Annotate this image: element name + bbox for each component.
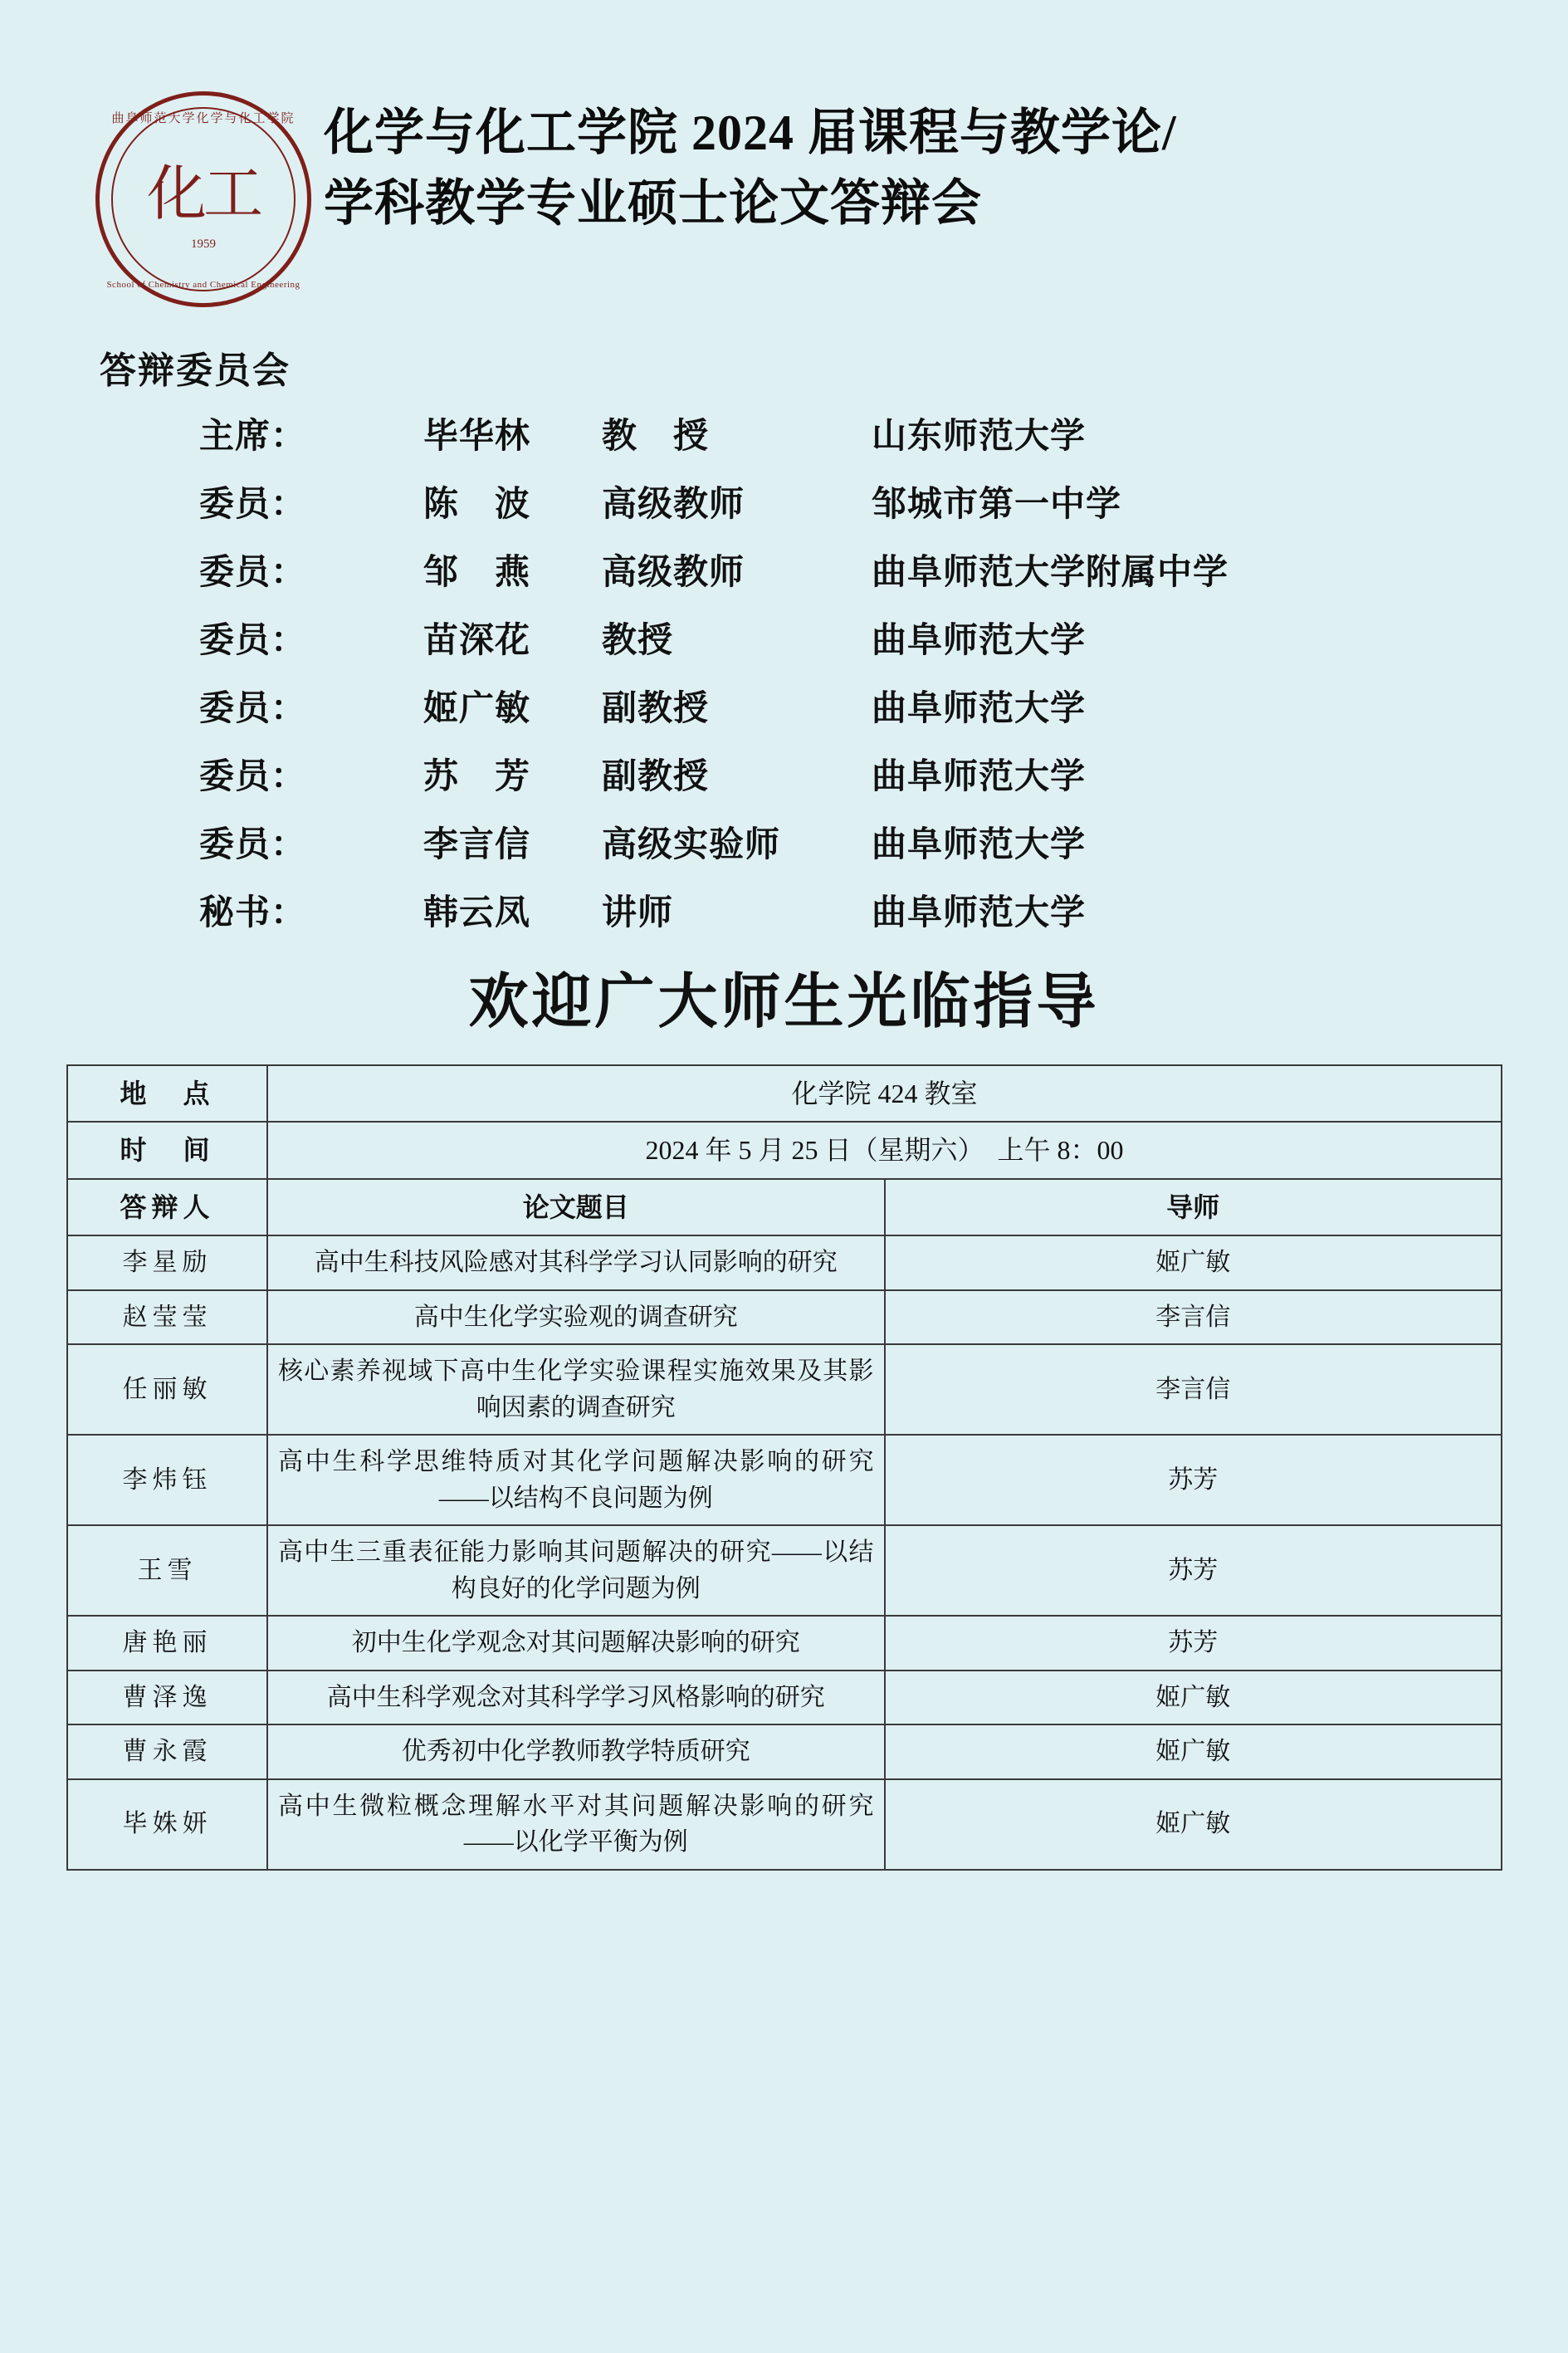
thesis-title: 高中生科学观念对其科学学习风格影响的研究: [267, 1671, 885, 1725]
member-role: 委员：: [199, 554, 307, 592]
seal-top-text: 曲阜师范大学化学与化工学院: [111, 112, 296, 125]
column-header-thesis: 论文题目: [267, 1179, 885, 1235]
member-name: 毕华林: [423, 418, 531, 456]
presenter-name: 王雪: [67, 1525, 267, 1616]
member-role: 委员：: [199, 622, 307, 660]
committee-member-row: [199, 545, 1502, 594]
column-header-advisor: 导师: [885, 1179, 1502, 1235]
presenter-name: 李星励: [67, 1235, 267, 1290]
thesis-title: 高中生科技风险感对其科学学习认同影响的研究: [267, 1235, 885, 1290]
presenter-name: 曹永霞: [67, 1724, 267, 1779]
member-org: 山东师范大学: [872, 418, 1087, 456]
welcome-banner: 欢迎广大师生光临指导: [468, 969, 1100, 1035]
member-org: 曲阜师范大学附属中学: [872, 554, 1229, 592]
presenter-name: 唐艳丽: [67, 1616, 267, 1671]
committee-list: [199, 408, 1502, 935]
member-title: 高级实验师: [602, 826, 781, 864]
advisor-name: 苏芳: [885, 1525, 1502, 1616]
poster-header: [66, 0, 1502, 307]
committee-member-row: [199, 408, 1502, 458]
title-line-1: 化学与化工学院 2024 届课程与教学论/: [324, 105, 1177, 160]
thesis-title: 高中生化学实验观的调查研究: [267, 1290, 885, 1345]
advisor-name: 苏芳: [885, 1616, 1502, 1671]
committee-member-row: [199, 749, 1502, 799]
advisor-name: 姬广敏: [885, 1235, 1502, 1290]
time-value: 2024 年 5 月 25 日（星期六） 上午 8：00: [267, 1122, 1502, 1178]
place-label: 地 点: [67, 1065, 267, 1122]
advisor-name: 李言信: [885, 1290, 1502, 1345]
presenter-name: 李炜钰: [67, 1435, 267, 1525]
table-row: [67, 1235, 1502, 1290]
member-title: 副教授: [602, 690, 710, 728]
member-role: 主席：: [199, 418, 307, 456]
table-row: [67, 1779, 1502, 1870]
member-role: 委员：: [199, 690, 307, 728]
member-name: 李言信: [423, 826, 531, 864]
table-header-row: [67, 1179, 1502, 1235]
member-title: 教 授: [602, 418, 710, 456]
member-name: 陈 波: [423, 486, 531, 524]
seal-year-text: 1959: [191, 237, 216, 251]
poster-title: [324, 83, 1502, 237]
title-line-2: 学科教学专业硕士论文答辩会: [324, 176, 982, 231]
member-name: 韩云凤: [423, 894, 531, 932]
university-logo: [83, 83, 324, 307]
member-org: 曲阜师范大学: [872, 622, 1087, 660]
member-title: 副教授: [602, 758, 710, 796]
member-name: 苏 芳: [423, 758, 531, 796]
member-title: 教授: [602, 622, 674, 660]
committee-member-row: [199, 885, 1502, 935]
table-row-place: [67, 1065, 1502, 1122]
thesis-title: 高中生微粒概念理解水平对其问题解决影响的研究——以化学平衡为例: [267, 1779, 885, 1870]
table-row: [67, 1724, 1502, 1779]
advisor-name: 姬广敏: [885, 1779, 1502, 1870]
member-role: 委员：: [199, 826, 307, 864]
table-row: [67, 1344, 1502, 1435]
seal-icon: [95, 91, 311, 307]
committee-member-row: [199, 681, 1502, 731]
member-title: 高级教师: [602, 554, 745, 592]
presenter-name: 毕姝妍: [67, 1779, 267, 1870]
table-row: [67, 1525, 1502, 1616]
committee-member-row: [199, 477, 1502, 526]
member-title: 讲师: [602, 894, 674, 932]
committee-member-row: [199, 613, 1502, 663]
member-role: 委员：: [199, 486, 307, 524]
member-name: 姬广敏: [423, 690, 531, 728]
thesis-title: 初中生化学观念对其问题解决影响的研究: [267, 1616, 885, 1671]
member-title: 高级教师: [602, 486, 745, 524]
member-role: 秘书：: [199, 894, 307, 932]
presenter-name: 曹泽逸: [67, 1671, 267, 1725]
member-name: 邹 燕: [423, 554, 531, 592]
seal-bottom-text: School of Chemistry and Chemical Engineering: [106, 280, 300, 290]
member-org: 曲阜师范大学: [872, 894, 1087, 932]
seal-mark-text: 化工: [146, 161, 260, 227]
table-row: [67, 1616, 1502, 1671]
table-row: [67, 1435, 1502, 1525]
member-org: 曲阜师范大学: [872, 826, 1087, 864]
advisor-name: 李言信: [885, 1344, 1502, 1435]
table-row-time: [67, 1122, 1502, 1178]
thesis-title: 高中生科学思维特质对其化学问题解决影响的研究——以结构不良问题为例: [267, 1435, 885, 1525]
thesis-title: 优秀初中化学教师教学特质研究: [267, 1724, 885, 1779]
place-value: 化学院 424 教室: [267, 1065, 1502, 1122]
member-org: 曲阜师范大学: [872, 690, 1087, 728]
committee-member-row: [199, 817, 1502, 867]
member-org: 曲阜师范大学: [872, 758, 1087, 796]
thesis-title: 高中生三重表征能力影响其问题解决的研究——以结构良好的化学问题为例: [267, 1525, 885, 1616]
advisor-name: 苏芳: [885, 1435, 1502, 1525]
advisor-name: 姬广敏: [885, 1724, 1502, 1779]
thesis-title: 核心素养视域下高中生化学实验课程实施效果及其影响因素的调查研究: [267, 1344, 885, 1435]
presenter-name: 任丽敏: [67, 1344, 267, 1435]
member-role: 委员：: [199, 758, 307, 796]
committee-heading: 答辩委员会: [100, 350, 291, 391]
member-org: 邹城市第一中学: [872, 486, 1122, 524]
defense-schedule-table: [66, 1064, 1502, 1871]
advisor-name: 姬广敏: [885, 1671, 1502, 1725]
table-row: [67, 1671, 1502, 1725]
table-row: [67, 1290, 1502, 1345]
presenter-name: 赵莹莹: [67, 1290, 267, 1345]
column-header-presenter: 答辩人: [67, 1179, 267, 1235]
member-name: 苗深花: [423, 622, 531, 660]
time-label: 时 间: [67, 1122, 267, 1178]
